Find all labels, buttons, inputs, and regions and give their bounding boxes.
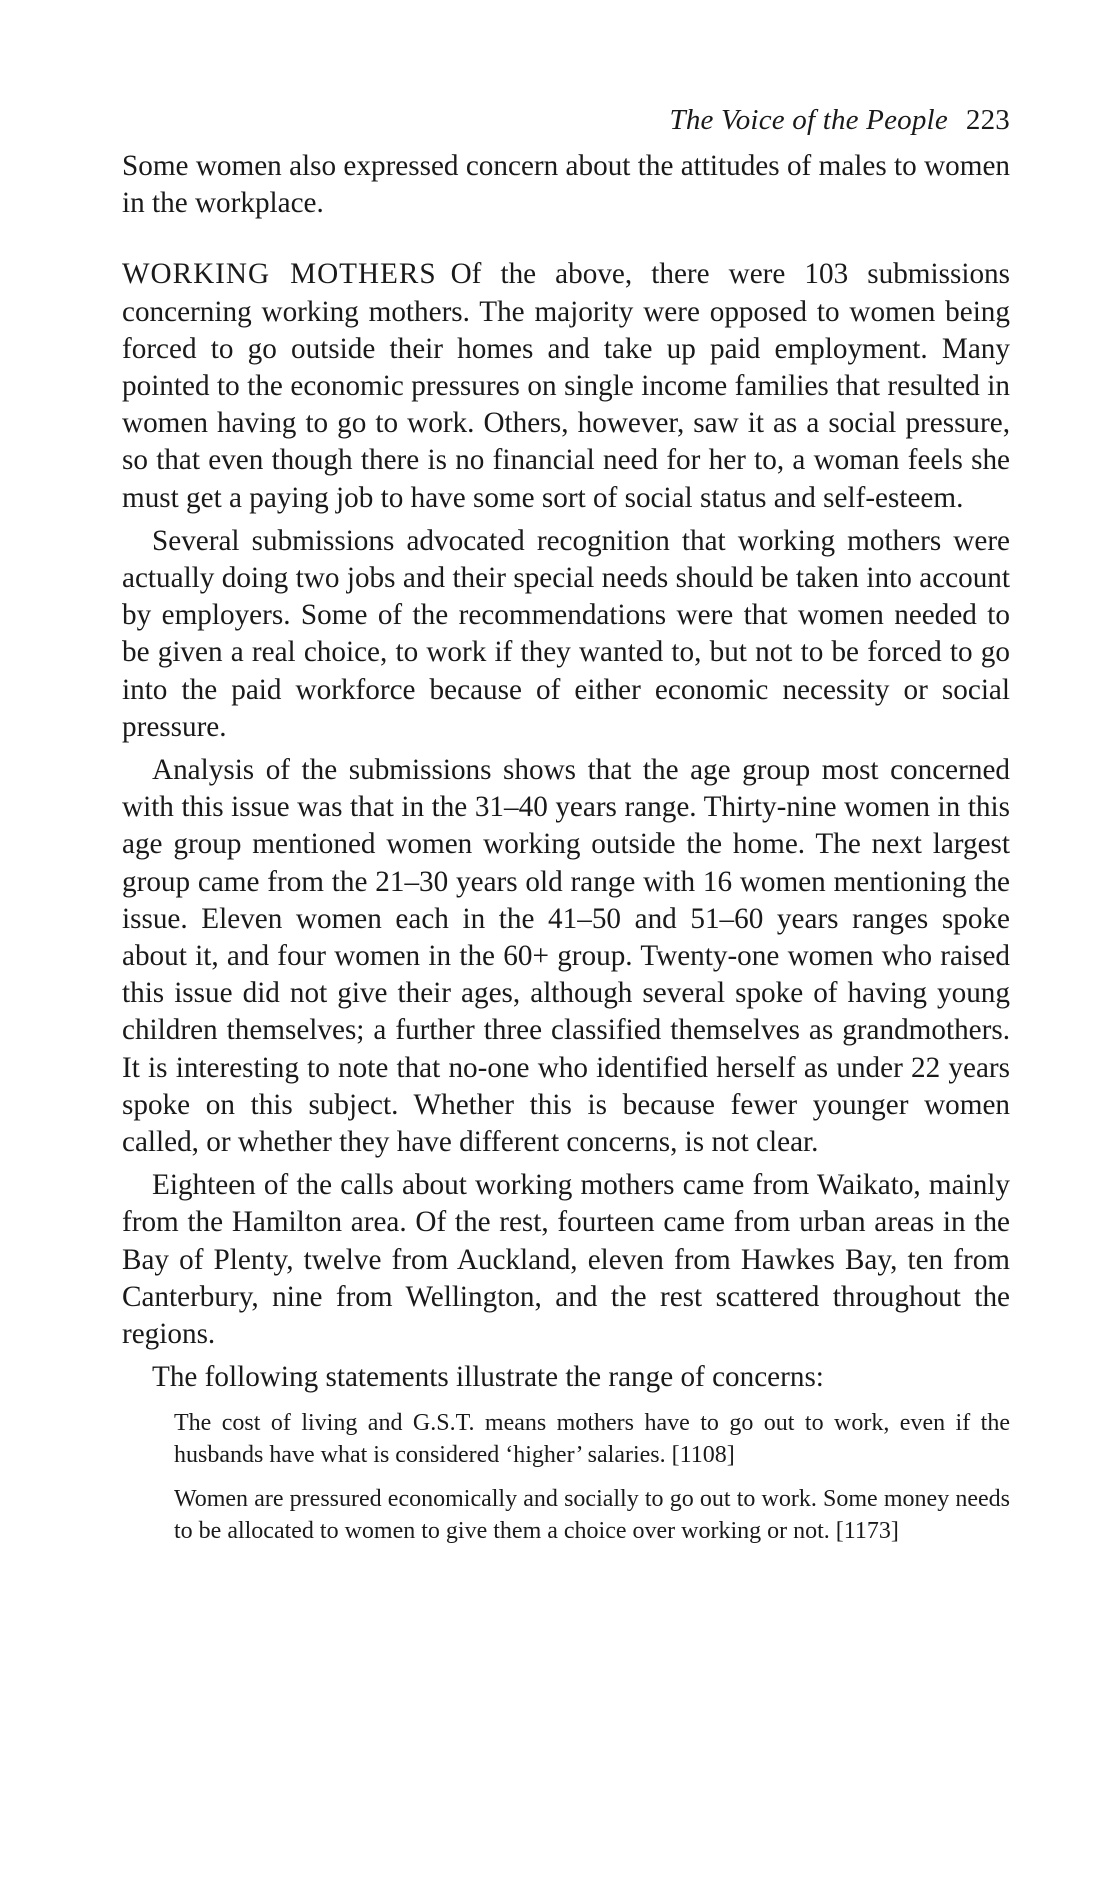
running-head-title: The Voice of the People	[669, 104, 948, 136]
paragraph-recognition: Several submissions advocated recognition that working mothers were actually doing two jobs and their special needs should be taken into account by employers. Some of the recommendations were that women needed to be given a real choice, to work if they wanted to, but not to be forced to go into the paid workforce because of either economic necessity or social pressure.	[122, 524, 1010, 743]
paragraph-working-mothers	[122, 256, 1010, 516]
page-number: 223	[965, 104, 1010, 136]
paragraph-statements-intro: The following statements illustrate the range of concerns:	[152, 1361, 824, 1394]
quotation-1173: Women are pressured economically and socially to go out to work. Some money needs to be allocated to women to give them a choice over working or not. [1173]	[174, 1485, 1010, 1544]
paragraph-workplace-attitudes: Some women also expressed concern about the attitudes of males to women in the workplace.	[122, 150, 1010, 220]
paragraph-age-analysis: Analysis of the submissions shows that the age group most concerned with this issue was that in the 31–40 years range. Thirty-nine women in this age group mentioned women working outside the home. The next largest group came from the 21–30 years old range with 16 women mentioning the issue. Eleven women each in the 41–50 and 51–60 years ranges spoke about it, and four women in the 60+ group. Twenty-one women who raised this issue did not give their ages, although several spoke of having young children themselves; a further three classified themselves as grandmothers. It is interesting to note that no-one who identified herself as under 22 years spoke on this subject. Whether this is because fewer younger women called, or whether they have different concerns, is not clear.	[122, 754, 1010, 1159]
section-heading-working-mothers: WORKING MOTHERS	[122, 258, 437, 291]
paragraph-regions: Eighteen of the calls about working mothers came from Waikato, mainly from the Hamilton area. Of the rest, fourteen came from urban areas in the Bay of Plenty, twelve from Auckland, eleven from Hawkes Bay, ten from Canterbury, nine from Wellington, and the rest scattered throughout the regions.	[122, 1169, 1010, 1351]
quotation-1108: The cost of living and G.S.T. means mothers have to go out to work, even if the husbands have what is considered ‘higher’ salaries. [1108]	[174, 1409, 1010, 1468]
paragraph-working-mothers-text: Of the above, there were 103 submissions concerning working mothers. The majority were opposed to women being forced to go outside their homes and take up paid employment. Many pointed to the economic pressures on single income families that resulted in women having to go to work. Others, however, saw it as a social pressure, so that even though there is no financial need for her to, a woman feels she must get a paying job to have some sort of social status and self-esteem.	[122, 258, 1010, 514]
book-page	[122, 100, 1010, 1547]
quotations	[122, 1407, 1010, 1547]
running-head	[122, 100, 1010, 140]
